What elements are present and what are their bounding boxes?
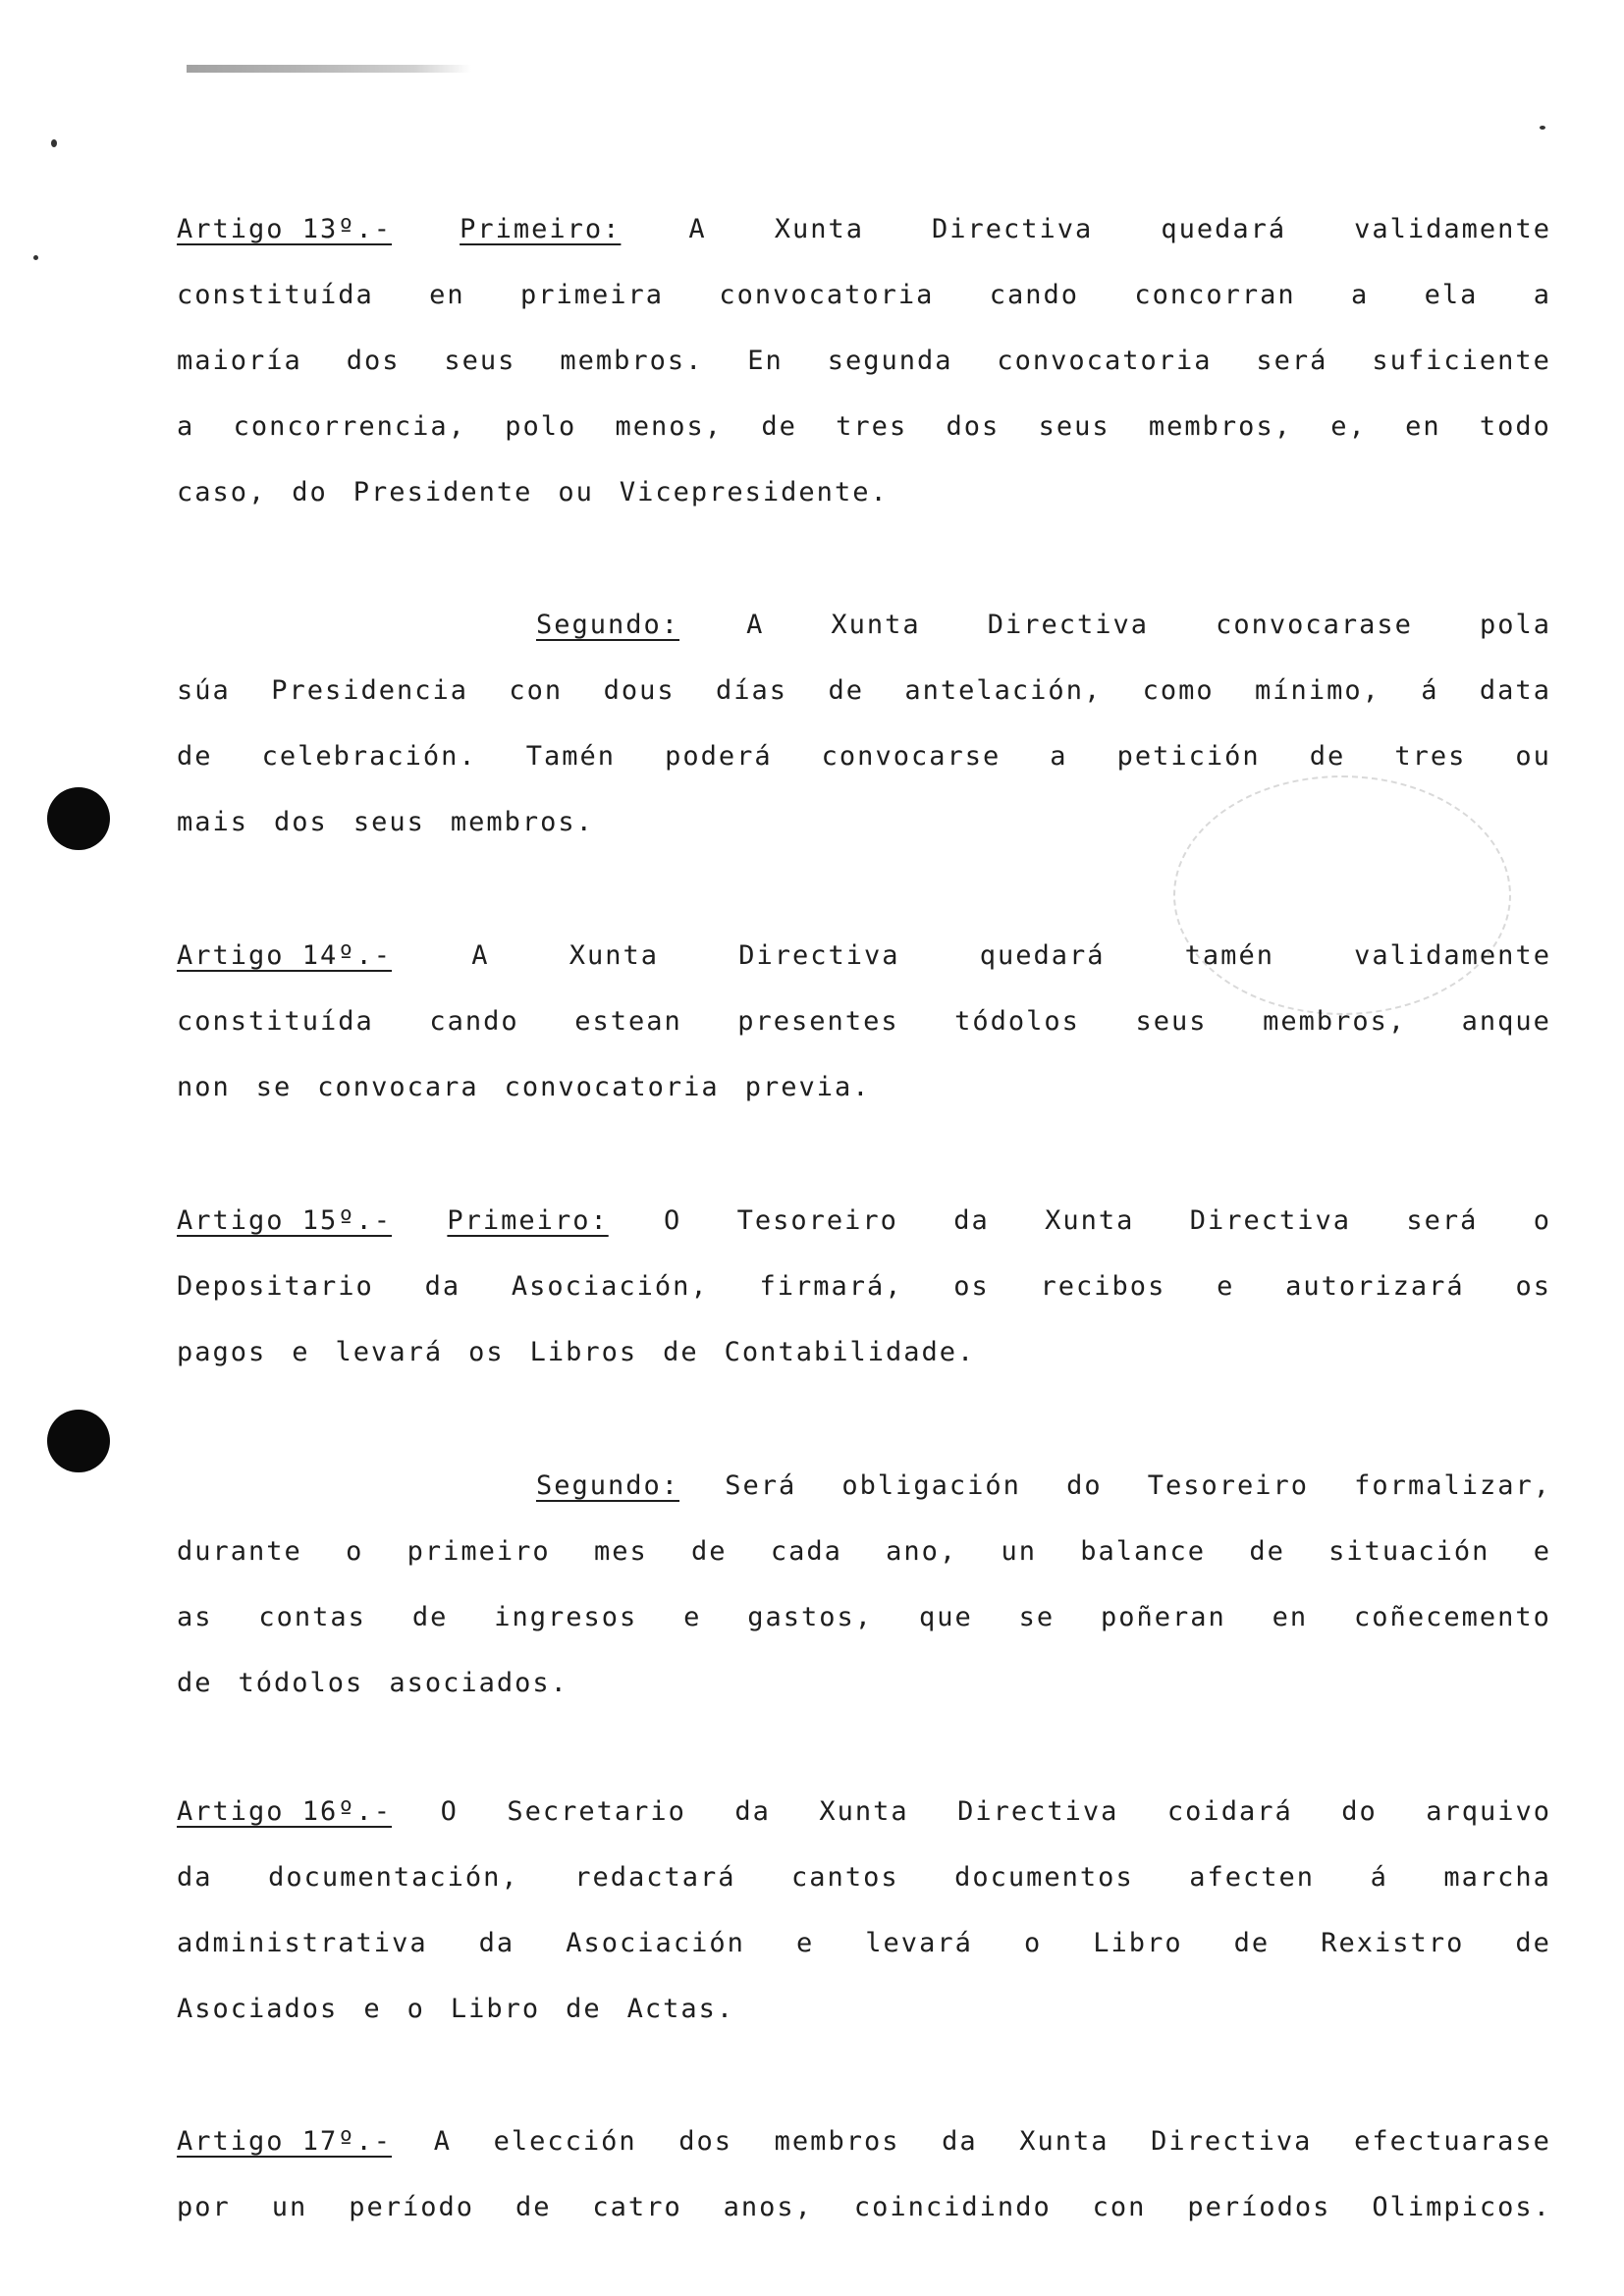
text-line: de tódolos asociados. bbox=[177, 1668, 568, 1698]
text-line: pagos e levará os Libros de Contabilidade. bbox=[177, 1337, 976, 1367]
text-line: Artigo 17º.- A elección dos membros da Xunta Directiva efectuarase bbox=[177, 2109, 1551, 2174]
text-line: Artigo 15º.- Primeiro: O Tesoreiro da Xunta Directiva será o bbox=[177, 1188, 1551, 1254]
text-line: durante o primeiro mes de cada ano, un balance de situación e bbox=[177, 1536, 1551, 1567]
article-15-primeiro bbox=[177, 1188, 1551, 1385]
text-line: Artigo 14º.- A Xunta Directiva quedará tamén validamente bbox=[177, 923, 1551, 988]
punch-hole bbox=[47, 1410, 110, 1472]
text-line: Depositario da Asociación, firmará, os recibos e autorizará os bbox=[177, 1271, 1551, 1302]
article-heading: Artigo 13º.- bbox=[177, 214, 393, 244]
photocopy-streak bbox=[187, 65, 471, 73]
text-line: non se convocara convocatoria previa. bbox=[177, 1072, 871, 1102]
article-heading: Artigo 15º.- bbox=[177, 1205, 393, 1236]
text-line: súa Presidencia con dous días de antelación, como mínimo, á data bbox=[177, 675, 1551, 706]
text-line: da documentación, redactará cantos documentos afecten á marcha bbox=[177, 1862, 1551, 1893]
scan-speck bbox=[33, 255, 38, 260]
text-line: de celebración. Tamén poderá convocarse a petición de tres ou bbox=[177, 741, 1551, 772]
article-14 bbox=[177, 923, 1551, 1120]
text-line: caso, do Presidente ou Vicepresidente. bbox=[177, 477, 889, 507]
text-line: maioría dos seus membros. En segunda convocatoria será suficiente bbox=[177, 346, 1551, 376]
article-17 bbox=[177, 2109, 1551, 2240]
text-line: administrativa da Asociación e levará o Libro de Rexistro de bbox=[177, 1928, 1551, 1958]
article-13-segundo bbox=[177, 592, 1551, 855]
text-line: constituída cando estean presentes tódolos seus membros, anque bbox=[177, 1006, 1551, 1037]
section-label: Primeiro: bbox=[447, 1205, 609, 1236]
text-line: Segundo: A Xunta Directiva convocarase pola bbox=[177, 592, 1551, 658]
article-heading: Artigo 16º.- bbox=[177, 1796, 393, 1827]
section-label: Segundo: bbox=[536, 1470, 680, 1501]
punch-hole bbox=[47, 787, 110, 850]
scan-speck bbox=[51, 139, 57, 147]
text-line: as contas de ingresos e gastos, que se poñeran en coñecemento bbox=[177, 1602, 1551, 1632]
scan-speck bbox=[1540, 126, 1545, 130]
text-line: Segundo: Será obligación do Tesoreiro formalizar, bbox=[177, 1453, 1551, 1519]
text-line: a concorrencia, polo menos, de tres dos seus membros, e, en todo bbox=[177, 411, 1551, 442]
section-label: Primeiro: bbox=[460, 214, 622, 244]
article-13-primeiro bbox=[177, 196, 1551, 525]
article-heading: Artigo 17º.- bbox=[177, 2126, 393, 2157]
text-line: por un período de catro anos, coincidindo con períodos Olimpicos. bbox=[177, 2192, 1551, 2222]
text-line: constituída en primeira convocatoria cando concorran a ela a bbox=[177, 280, 1551, 310]
text-line: mais dos seus membros. bbox=[177, 807, 594, 837]
article-heading: Artigo 14º.- bbox=[177, 940, 393, 971]
article-16 bbox=[177, 1779, 1551, 2042]
text-line: Asociados e o Libro de Actas. bbox=[177, 1994, 735, 2024]
text-line: Artigo 16º.- O Secretario da Xunta Directiva coidará do arquivo bbox=[177, 1779, 1551, 1844]
section-label: Segundo: bbox=[536, 610, 680, 640]
text-line: Artigo 13º.- Primeiro: A Xunta Directiva quedará validamente bbox=[177, 196, 1551, 262]
article-15-segundo bbox=[177, 1453, 1551, 1716]
